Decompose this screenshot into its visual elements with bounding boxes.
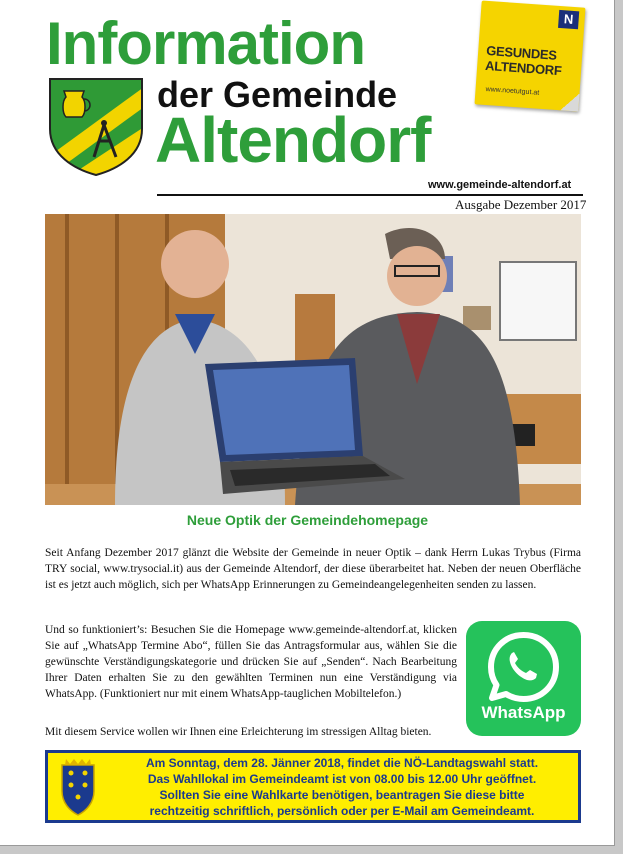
masthead-title: Information [46,10,365,77]
whatsapp-label: WhatsApp [481,703,566,722]
article-paragraph-2: Und so funktioniert’s: Besuchen Sie die Homepage www.gemeinde-altendorf.at, klicken Sie auf „WhatsApp Termine Abo“, füllen Sie das Antragsformular aus, wählen Sie die gewünschte Verständigungskategorie und drücken Sie auf „Senden“. Nach Bearbeitung Ihrer Daten erhalten Sie zu den gewählten Terminen nun eine Verständigung via WhatsApp. (Funktioniert nur mit einem WhatsApp-tauglichen Mobiltelefon.) [45,624,457,700]
masthead-subtitle: der Gemeinde [157,74,398,115]
issue-date: Ausgabe Dezember 2017 [455,197,587,212]
whatsapp-logo [466,621,581,736]
whatsapp-icon [466,621,581,703]
sticker-url: www.noetutgut.at [485,85,540,97]
notice-line-3: Sollten Sie eine Wahlkarte benötigen, beantragen Sie diese bitte [159,788,525,802]
sticker-line1: GESUNDES [485,42,558,63]
notice-text [108,755,576,819]
article-photo [45,214,581,505]
sticker-line2: ALTENDORF [484,57,563,79]
gesundes-altendorf-sticker [474,0,585,111]
election-notice-box [45,750,581,823]
notice-line-4: rechtzeitig schriftlich, persönlich oder per E-Mail am Gemeindeamt. [149,804,535,818]
article-paragraph-3: Mit diesem Service wollen wir Ihnen eine Erleichterung im stressigen Alltag bieten. [45,726,432,738]
coat-of-arms-icon [48,77,144,177]
notice-line-2: Das Wahllokal im Gemeindeamt ist von 08.00 bis 12.00 Uhr geöffnet. [147,772,537,786]
article-headline: Neue Optik der Gemeindehomepage [186,512,429,528]
header-divider [157,194,583,196]
masthead-town-name: Altendorf [155,104,431,176]
sticker-page-curl [560,92,579,111]
lower-austria-crest-icon [58,757,98,817]
article-paragraph-1: Seit Anfang Dezember 2017 glänzt die Website der Gemeinde in neuer Optik – dank Herrn Lukas Trybus (Firma TRY social, www.trysocial.it) aus der Gemeinde Altendorf, der diese überarbeitet hat. Neben der neuen Oberfläche ist es jetzt auch möglich, sich per WhatsApp Erinnerungen zu Gemeindeangelegenheiten senden zu lassen. [45,547,581,591]
noe-logo-icon: N [558,10,579,29]
notice-line-1: Am Sonntag, dem 28. Jänner 2018, findet die NÖ-Landtagswahl statt. [145,756,539,770]
website-link[interactable]: www.gemeinde-altendorf.at [428,179,572,191]
